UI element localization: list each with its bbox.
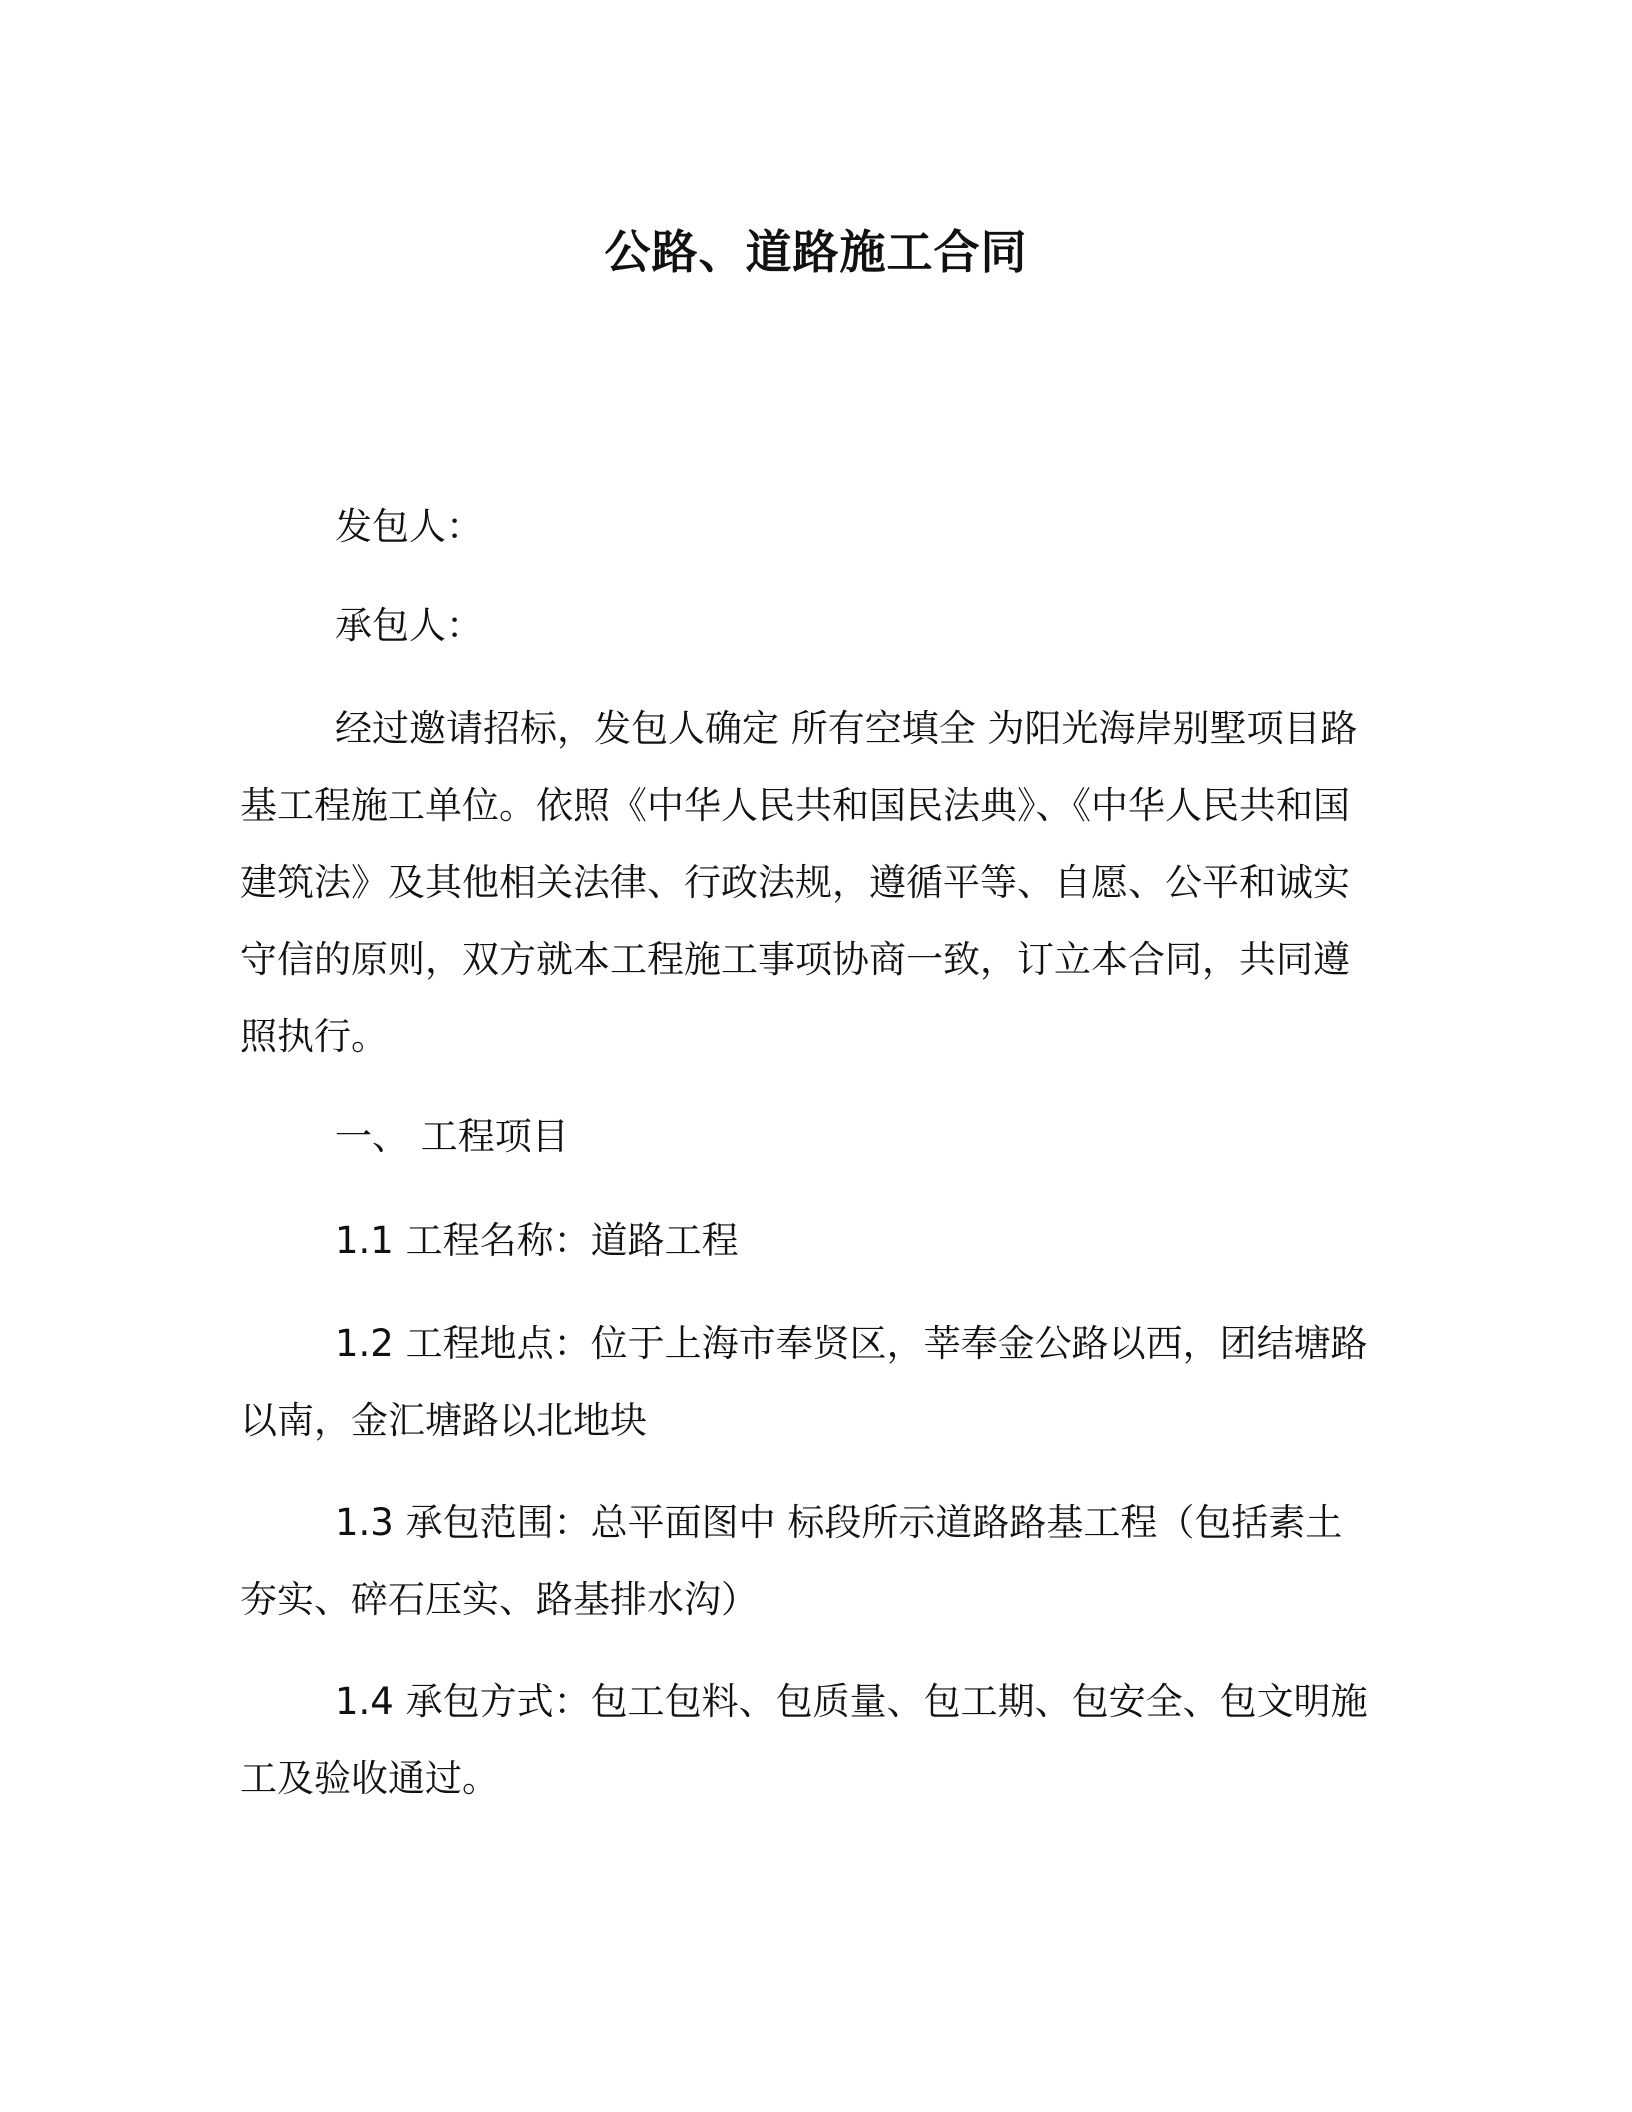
item-contract-method: 1.4 承包方式：包工包料、包质量、包工期、包安全、包文明施工及验收通过。 — [240, 1680, 1368, 1800]
contractor-label: 承包人： — [335, 604, 483, 647]
document-title: 公路、道路施工合同 — [604, 225, 1028, 279]
preamble-paragraph: 经过邀请招标，发包人确定 所有空填全 为阳光海岸别墅项目路基工程施工单位。依照《中华人民共和国民法典》、《中华人民共和国建筑法》及其他相关法律、行政法规，遵循平等、自愿、公平和诚实守信的原则，双方就本工程施工事项协商一致，订立本合同，共同遵照执行。 — [240, 707, 1358, 1058]
item-contract-scope: 1.3 承包范围：总平面图中 标段所示道路路基工程（包括素土夯实、碎石压实、路基排水沟） — [240, 1501, 1343, 1621]
item-project-name: 1.1 工程名称：道路工程 — [335, 1219, 739, 1262]
employer-label: 发包人： — [335, 505, 483, 548]
section-heading: 一、 工程项目 — [335, 1115, 569, 1158]
item-project-location: 1.2 工程地点：位于上海市奉贤区，莘奉金公路以西，团结塘路以南，金汇塘路以北地块 — [240, 1322, 1368, 1442]
